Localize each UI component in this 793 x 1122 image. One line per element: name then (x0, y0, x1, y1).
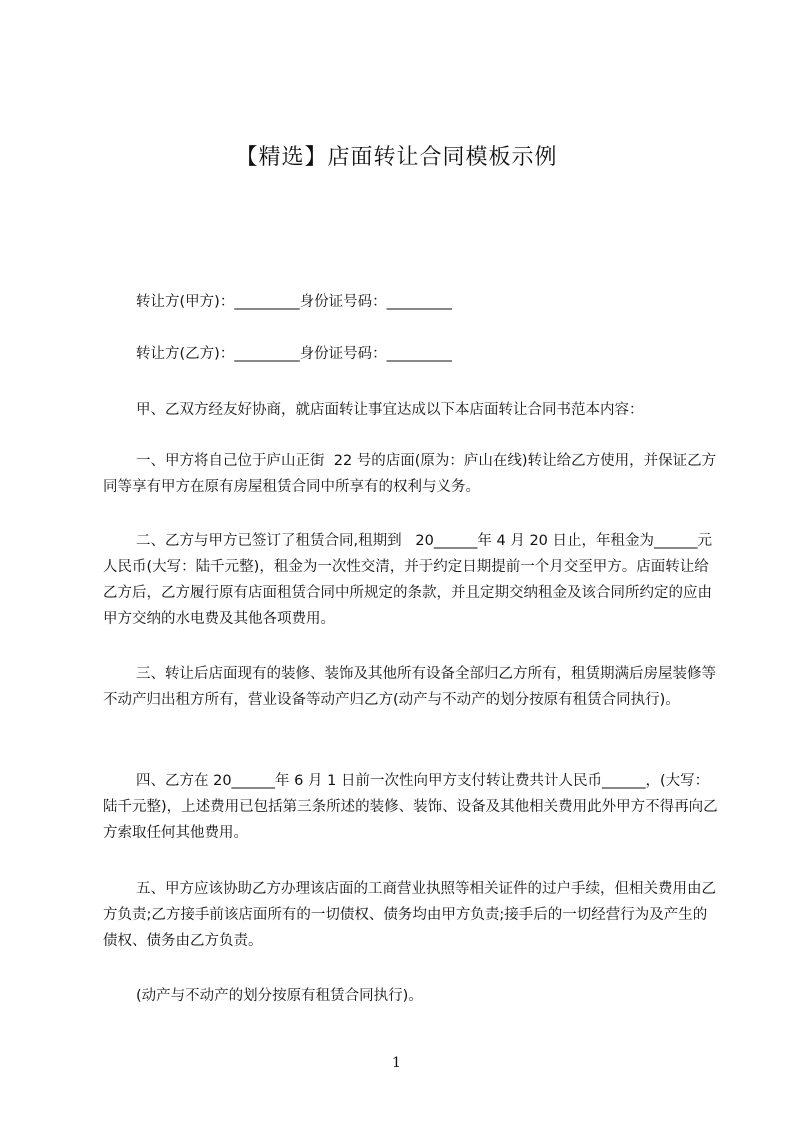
document-title: 【精选】店面转让合同模板示例 (235, 145, 558, 170)
page-number: 1 (392, 1055, 401, 1071)
clause-1: 一、甲方将自己位于庐山正街 22 号的店面(原为：庐山在线)转让给乙方使用，并保证乙方同等享有甲方在原有房屋租赁合同中所享有的权利与义务。 (103, 453, 717, 495)
party-a-line: 转让方(甲方)：_________身份证号码：_________ (136, 294, 452, 310)
clause-4: 四、乙方在 20______年 6 月 1 日前一次性向甲方支付转让费共计人民币______，(大写：陆千元整)，上述费用已包括第三条所述的装修、装饰、设备及其他相关费用此外甲方不得再向乙方索取任何其他费用。 (103, 773, 718, 841)
intro-paragraph: 甲、乙双方经友好协商，就店面转让事宜达成以下本店面转让合同书范本内容： (136, 402, 644, 418)
clause-2: 二、乙方与甲方已签订了租赁合同,租期到 20______年 4 月 20 日止，年租金为______元人民币(大写：陆千元整)，租金为一次性交清，并于约定日期提前一个月交至甲方。店面转让给乙方后，乙方履行原有店面租赁合同中所规定的条款，并且定期交纳租金及该合同所约定的应由甲方交纳的水电费及其他各项费用。 (103, 533, 712, 627)
clause-3: 三、转让后店面现有的装修、装饰及其他所有设备全部归乙方所有，租赁期满后房屋装修等不动产归出租方所有，营业设备等动产归乙方(动产与不动产的划分按原有租赁合同执行)。 (103, 666, 716, 708)
clause-5: 五、甲方应该协助乙方办理该店面的工商营业执照等相关证件的过户手续，但相关费用由乙方负责;乙方接手前该店面所有的一切债权、债务均由甲方负责;接手后的一切经营行为及产生的债权、债务由乙方负责。 (103, 881, 716, 949)
closing-note: (动产与不动产的划分按原有租赁合同执行)。 (136, 988, 423, 1004)
party-b-line: 转让方(乙方)：_________身份证号码：_________ (136, 346, 452, 362)
